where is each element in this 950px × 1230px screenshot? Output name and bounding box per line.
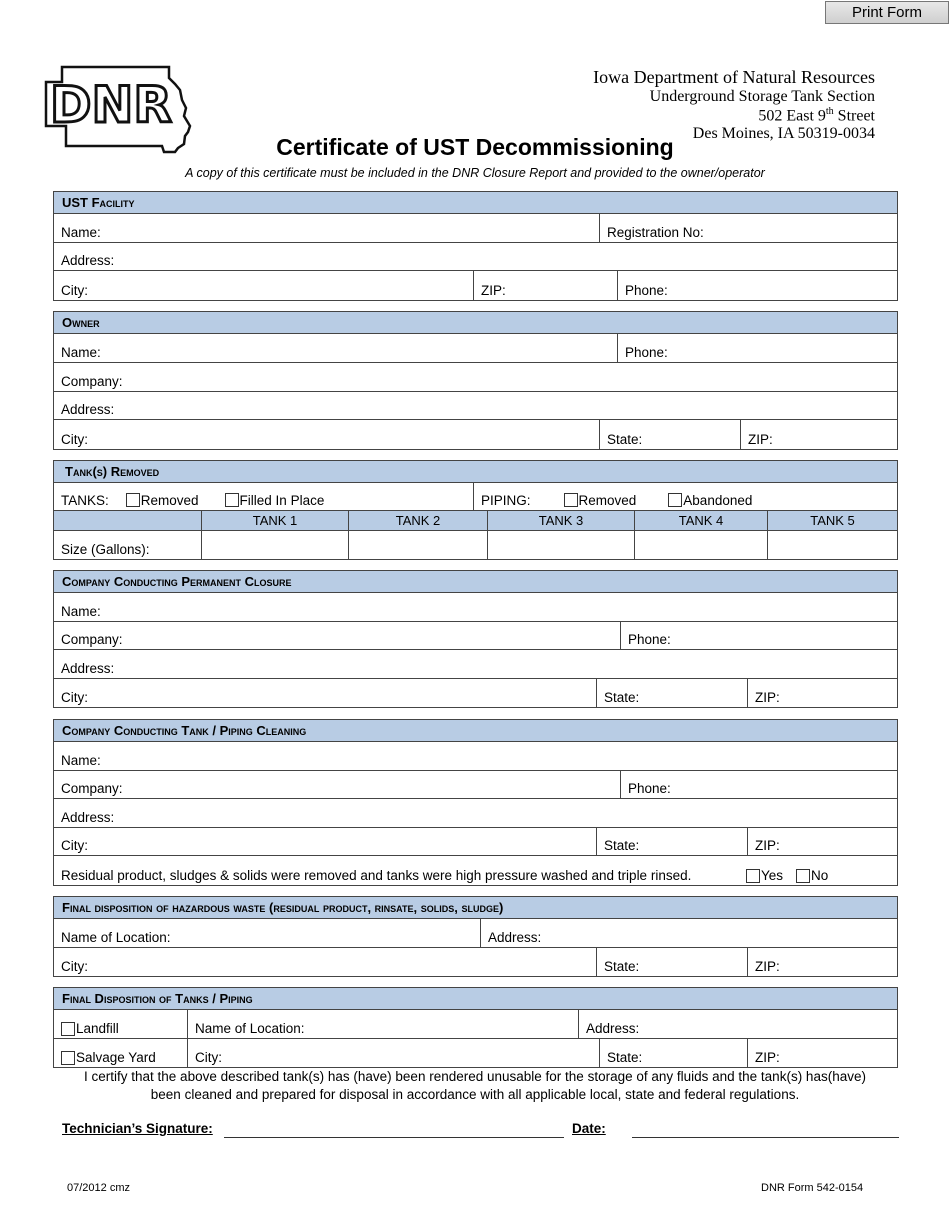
tank-size-label: Size (Gallons):	[61, 542, 150, 557]
tank-columns-header	[54, 511, 897, 531]
tanks-removed-checkbox[interactable]	[126, 493, 140, 507]
hazardous-state-field[interactable]: State:	[596, 948, 747, 976]
technician-signature-line[interactable]	[224, 1137, 564, 1138]
piping-abandoned-checkbox[interactable]	[668, 493, 682, 507]
agency-street: 502 East 9th Street	[758, 106, 875, 125]
section-hazardous-waste	[53, 896, 898, 977]
tank-column-header: TANK 4	[634, 511, 767, 530]
owner-zip-field[interactable]: ZIP:	[740, 420, 897, 449]
section-cleaning	[53, 719, 898, 886]
tank-column-header: TANK 5	[767, 511, 897, 530]
landfill-checkbox[interactable]	[61, 1022, 75, 1036]
cleaning-name-field[interactable]: Name:	[61, 753, 101, 768]
section-header: Tank(s) Removed	[54, 461, 897, 483]
residual-statement: Residual product, sludges & solids were removed and tanks were high pressure washed and triple rinsed.	[61, 868, 692, 883]
tank-5-size-field[interactable]	[767, 531, 897, 559]
disposition-city-field[interactable]: City:	[187, 1039, 599, 1067]
technician-signature-label: Technician’s Signature:	[62, 1121, 213, 1136]
tank-2-size-field[interactable]	[348, 531, 487, 559]
hazardous-address-field[interactable]: Address:	[480, 919, 897, 947]
cleaning-company-field[interactable]: Company:	[61, 781, 123, 796]
closure-name-field[interactable]: Name:	[61, 604, 101, 619]
hazardous-location-field[interactable]: Name of Location:	[61, 930, 171, 945]
certification-statement: I certify that the above described tank(s) has (have) been rendered unusable for the storage of any fluids and the tank(s) has(have) been cleaned and prepared for disposal in accordance with all applicable local, state and federal regulations.	[84, 1069, 866, 1102]
cleaning-phone-field[interactable]: Phone:	[620, 771, 897, 798]
closure-state-field[interactable]: State:	[596, 679, 747, 707]
print-form-button[interactable]: Print Form	[825, 1, 949, 24]
tanks-filled-checkbox[interactable]	[225, 493, 239, 507]
disposition-location-field[interactable]: Name of Location:	[187, 1010, 578, 1038]
piping-status-group: PIPING: Removed Abandoned	[473, 483, 897, 510]
facility-phone-field[interactable]: Phone:	[617, 271, 897, 300]
cleaning-city-field[interactable]: City:	[61, 838, 88, 853]
tank-column-header: TANK 2	[348, 511, 487, 530]
disposition-address-field[interactable]: Address:	[578, 1010, 897, 1038]
salvage-option: Salvage Yard	[54, 1039, 187, 1067]
tank-column-header: TANK 1	[201, 511, 348, 530]
facility-zip-field[interactable]: ZIP:	[473, 271, 617, 300]
piping-removed-checkbox[interactable]	[564, 493, 578, 507]
logo-text: DNR	[50, 76, 172, 134]
closure-company-field[interactable]: Company:	[61, 632, 123, 647]
landfill-option: Landfill	[54, 1010, 187, 1038]
agency-name: Iowa Department of Natural Resources	[593, 67, 875, 87]
residual-yes-no: Yes No	[739, 856, 897, 885]
tanks-status-group: TANKS: Removed Filled In Place	[61, 493, 325, 508]
form-subtitle: A copy of this certificate must be included in the DNR Closure Report and provided to the owner/operator	[185, 166, 765, 180]
facility-registration-field[interactable]: Registration No:	[599, 214, 897, 242]
cleaning-zip-field[interactable]: ZIP:	[747, 828, 897, 855]
closure-address-field[interactable]: Address:	[61, 661, 115, 676]
form-number: DNR Form 542-0154	[761, 1182, 864, 1194]
residual-no-checkbox[interactable]	[796, 869, 810, 883]
closure-phone-field[interactable]: Phone:	[620, 622, 897, 649]
section-header: Company Conducting Tank / Piping Cleaning	[54, 720, 897, 742]
facility-city-field[interactable]: City:	[61, 283, 88, 298]
tank-column-header: TANK 3	[487, 511, 634, 530]
section-header: Owner	[54, 312, 897, 334]
owner-company-field[interactable]: Company:	[61, 374, 123, 389]
section-owner	[53, 311, 898, 450]
section-ust-facility	[53, 191, 898, 301]
disposition-state-field[interactable]: State:	[599, 1039, 747, 1067]
owner-city-field[interactable]: City:	[61, 432, 88, 447]
closure-city-field[interactable]: City:	[61, 690, 88, 705]
date-line[interactable]	[632, 1137, 899, 1138]
form-title: Certificate of UST Decommissioning	[276, 134, 674, 160]
hazardous-zip-field[interactable]: ZIP:	[747, 948, 897, 976]
form-revision: 07/2012 cmz	[67, 1182, 130, 1194]
section-header: Final disposition of hazardous waste (residual product, rinsate, solids, sludge)	[54, 897, 897, 919]
section-header: UST Facility	[54, 192, 897, 214]
cleaning-address-field[interactable]: Address:	[61, 810, 115, 825]
cleaning-state-field[interactable]: State:	[596, 828, 747, 855]
section-header: Final Disposition of Tanks / Piping	[54, 988, 897, 1010]
agency-city: Des Moines, IA 50319-0034	[692, 125, 875, 142]
disposition-zip-field[interactable]: ZIP:	[747, 1039, 897, 1067]
owner-name-field[interactable]: Name:	[61, 345, 101, 360]
salvage-yard-checkbox[interactable]	[61, 1051, 75, 1065]
owner-address-field[interactable]: Address:	[61, 402, 115, 417]
residual-yes-checkbox[interactable]	[746, 869, 760, 883]
date-label: Date:	[572, 1121, 606, 1136]
tank-3-size-field[interactable]	[487, 531, 634, 559]
closure-zip-field[interactable]: ZIP:	[747, 679, 897, 707]
section-tanks-removed	[53, 460, 898, 560]
section-header: Company Conducting Permanent Closure	[54, 571, 897, 593]
facility-name-field[interactable]: Name:	[61, 225, 101, 240]
section-permanent-closure	[53, 570, 898, 708]
owner-phone-field[interactable]: Phone:	[617, 334, 897, 362]
owner-state-field[interactable]: State:	[599, 420, 740, 449]
facility-address-field[interactable]: Address:	[61, 253, 115, 268]
tank-1-size-field[interactable]	[201, 531, 348, 559]
section-tank-disposition	[53, 987, 898, 1068]
hazardous-city-field[interactable]: City:	[61, 959, 88, 974]
agency-section: Underground Storage Tank Section	[649, 88, 875, 105]
tank-4-size-field[interactable]	[634, 531, 767, 559]
